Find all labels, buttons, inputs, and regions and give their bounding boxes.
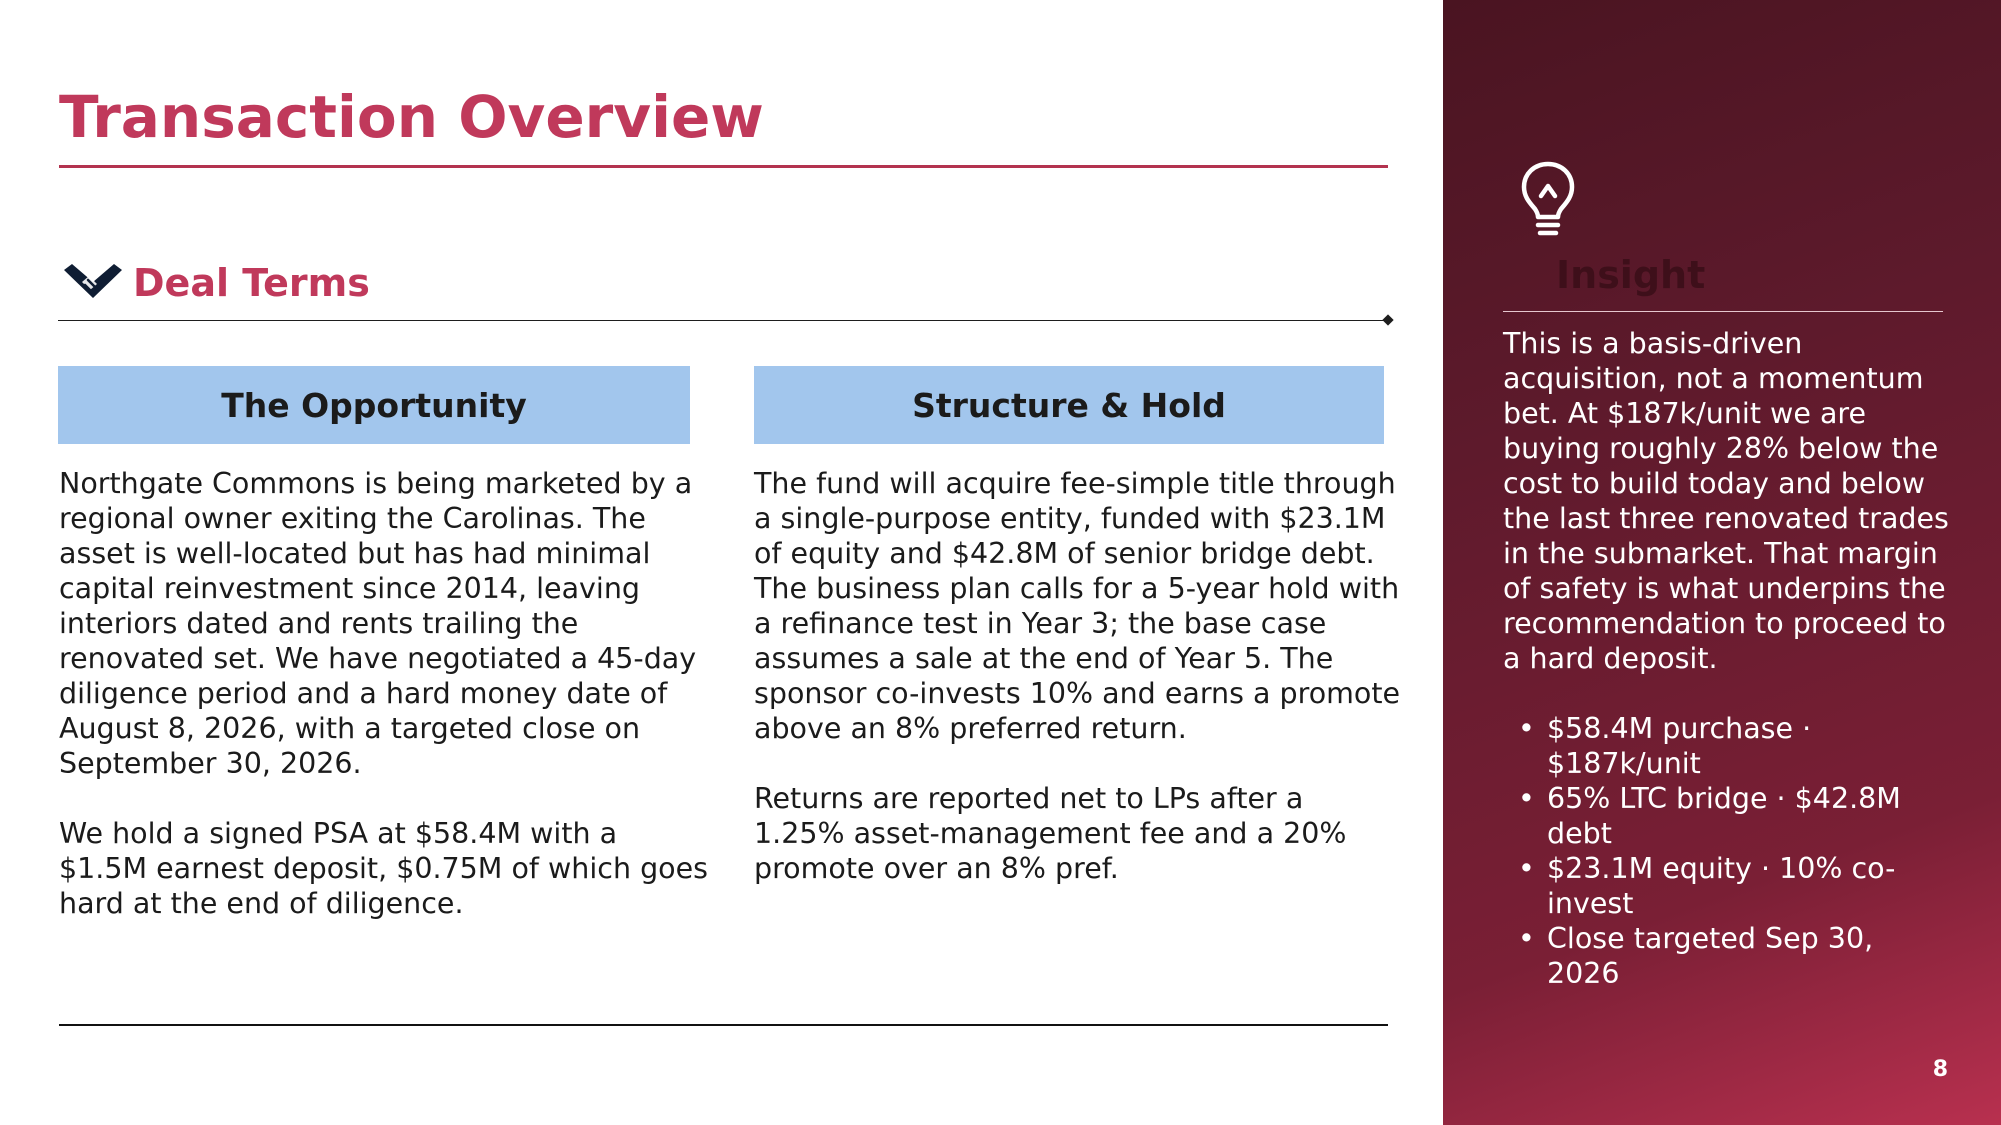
insight-bullet: [1503, 851, 1953, 921]
section-title: Deal Terms: [133, 261, 370, 305]
bullet-text: $58.4M purchase · $187k/unit: [1547, 712, 1812, 780]
bullet-text: 65% LTC bridge · $42.8M debt: [1547, 782, 1901, 850]
section-divider: [58, 320, 1389, 321]
insight-bullet-list: [1503, 711, 1953, 991]
insight-heading: Insight: [1556, 253, 1706, 297]
opportunity-paragraph: We hold a signed PSA at $58.4M with a $1.5M earnest deposit, $0.75M of which goes hard at the end of diligence.: [59, 817, 708, 920]
bottom-divider: [59, 1024, 1388, 1026]
opportunity-header: The Opportunity: [58, 366, 690, 444]
insight-paragraph: This is a basis-driven acquisition, not a momentum bet. At $187k/unit we are buying roughly 28% below the cost to build today and below the last three renovated trades in the submarket. That margin of safety is what underpins the recommendation to proceed to a hard deposit.: [1503, 327, 1949, 675]
bullet-marker: •: [1518, 852, 1535, 885]
insight-panel: [1443, 0, 2001, 1125]
insight-body: [1503, 326, 1953, 991]
title-divider: [59, 165, 1388, 168]
opportunity-body: [59, 466, 709, 956]
structure-paragraph: Returns are reported net to LPs after a 1.25% asset-management fee and a 20% promote over an 8% pref.: [754, 782, 1347, 885]
insight-bullet: [1503, 781, 1953, 851]
bullet-marker: •: [1518, 712, 1535, 745]
handshake-icon: [62, 258, 124, 302]
bullet-text: $23.1M equity · 10% co-invest: [1547, 852, 1896, 920]
slide-title: Transaction Overview: [59, 83, 764, 151]
insight-divider: [1503, 311, 1943, 312]
opportunity-paragraph: Northgate Commons is being marketed by a regional owner exiting the Carolinas. The asset is well-located but has had minimal capital reinvestment since 2014, leaving interiors dated and rents trailing the renovated set. We have negotiated a 45-day diligence period and a hard money date of August 8, 2026, with a targeted close on September 30, 2026.: [59, 467, 697, 780]
structure-body: [754, 466, 1402, 921]
page-number: 8: [1932, 1057, 1948, 1082]
structure-paragraph: The fund will acquire fee-simple title through a single-purpose entity, funded with $23.1M of equity and $42.8M of senior bridge debt. The business plan calls for a 5-year hold with a refinance test in Year 3; the base case assumes a sale at the end of Year 5. The sponsor co-invests 10% and earns a promote above an 8% preferred return.: [754, 467, 1401, 745]
section-divider-diamond: [1382, 314, 1393, 325]
structure-header: Structure & Hold: [754, 366, 1384, 444]
bullet-marker: •: [1518, 782, 1535, 815]
bullet-marker: •: [1518, 922, 1535, 955]
lightbulb-icon: [1518, 160, 1578, 242]
insight-bullet: [1503, 921, 1953, 991]
insight-bullet: [1503, 711, 1953, 781]
bullet-text: Close targeted Sep 30, 2026: [1547, 922, 1874, 990]
